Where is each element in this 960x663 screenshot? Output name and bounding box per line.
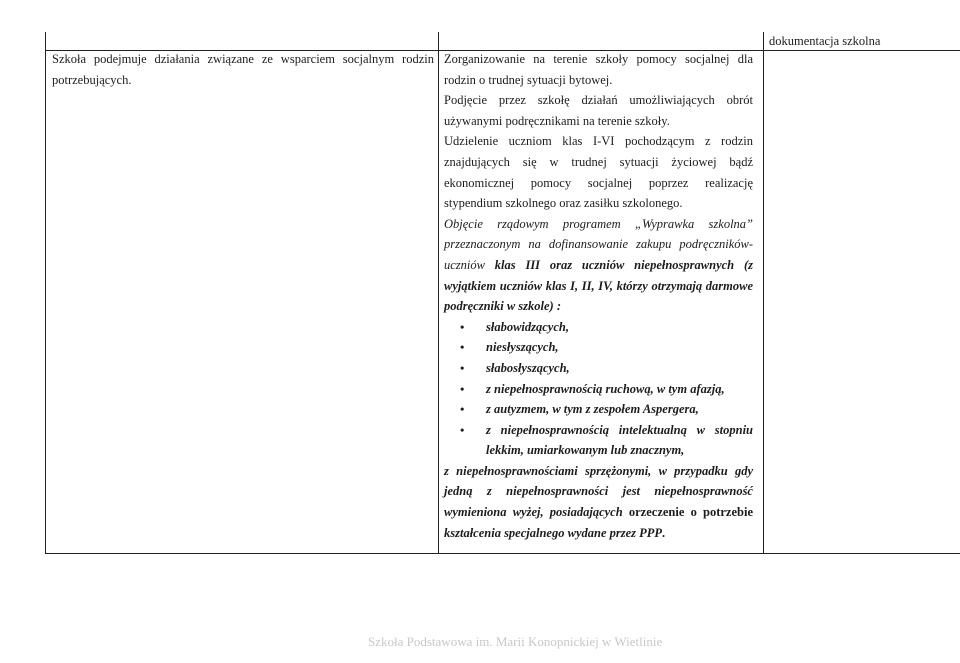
multiple-intro: z niepełnosprawnościami sprzężonymi, w przypadku gdy jedną z niepełnosprawności jest niepełnosprawność wymieniona wyżej, posiadających — [444, 463, 753, 520]
paragraph-social-help: Zorganizowanie na terenie szkoły pomocy socjalnej dla rodzin o trudnej sytuacji bytowej. — [444, 52, 753, 87]
paragraph-multiple-disabilities — [444, 461, 753, 543]
multiple-period: . — [662, 525, 666, 540]
left-cell-text: Szkoła podejmuje działania związane ze wsparciem socjalnym rodzin potrzebujących. — [52, 52, 434, 87]
multiple-end: kształcenia specjalnego wydane przez PPP — [444, 525, 663, 540]
paragraph-textbooks: Podjęcie przez szkołę działań umożliwiających obrót używanymi podręcznikami na terenie szkoły. — [444, 93, 753, 128]
right-cell — [444, 49, 753, 543]
wyprawka-target: klas III oraz uczniów niepełnosprawnych — [494, 257, 735, 272]
list-item: • słabowidzących, — [444, 317, 753, 338]
doc-label: dokumentacja szkolna — [769, 34, 881, 48]
footer-text: Szkoła Podstawowa im. Marii Konopnickiej w Wietlinie — [368, 634, 663, 649]
paragraph-scholarship: Udzielenie uczniom klas I-VI pochodzącym z rodzin znajdujących się w trudnej sytuacji życiowej bądź ekonomicznej pomocy socjalnej poprzez realizację stypendium szkolnego oraz zasiłku szkolonego. — [444, 134, 753, 211]
list-item: • z niepełnosprawnością ruchową, w tym afazją, — [444, 379, 753, 400]
list-item: • z autyzmem, w tym z zespołem Aspergera, — [444, 399, 753, 420]
multiple-orzeczenie: orzeczenie o potrzebie — [628, 505, 753, 520]
list-item: • z niepełnosprawnością intelektualną w stopniu lekkim, umiarkowanym lub znacznym, — [444, 420, 753, 461]
disability-list — [444, 317, 753, 461]
list-item: • niesłyszących, — [444, 337, 753, 358]
left-cell — [52, 49, 434, 90]
wyprawka-exception: (z wyjątkiem uczniów klas I, II, IV, którzy otrzymają darmowe podręczniki w szkole) : — [444, 257, 753, 314]
list-item: • słabosłyszących, — [444, 358, 753, 379]
wyprawka-intro: Objęcie rządowym programem „Wyprawka szkolna” przeznaczonym na dofinansowanie zakupu podręczników- uczniów — [444, 216, 753, 272]
paragraph-wyprawka — [444, 214, 753, 317]
